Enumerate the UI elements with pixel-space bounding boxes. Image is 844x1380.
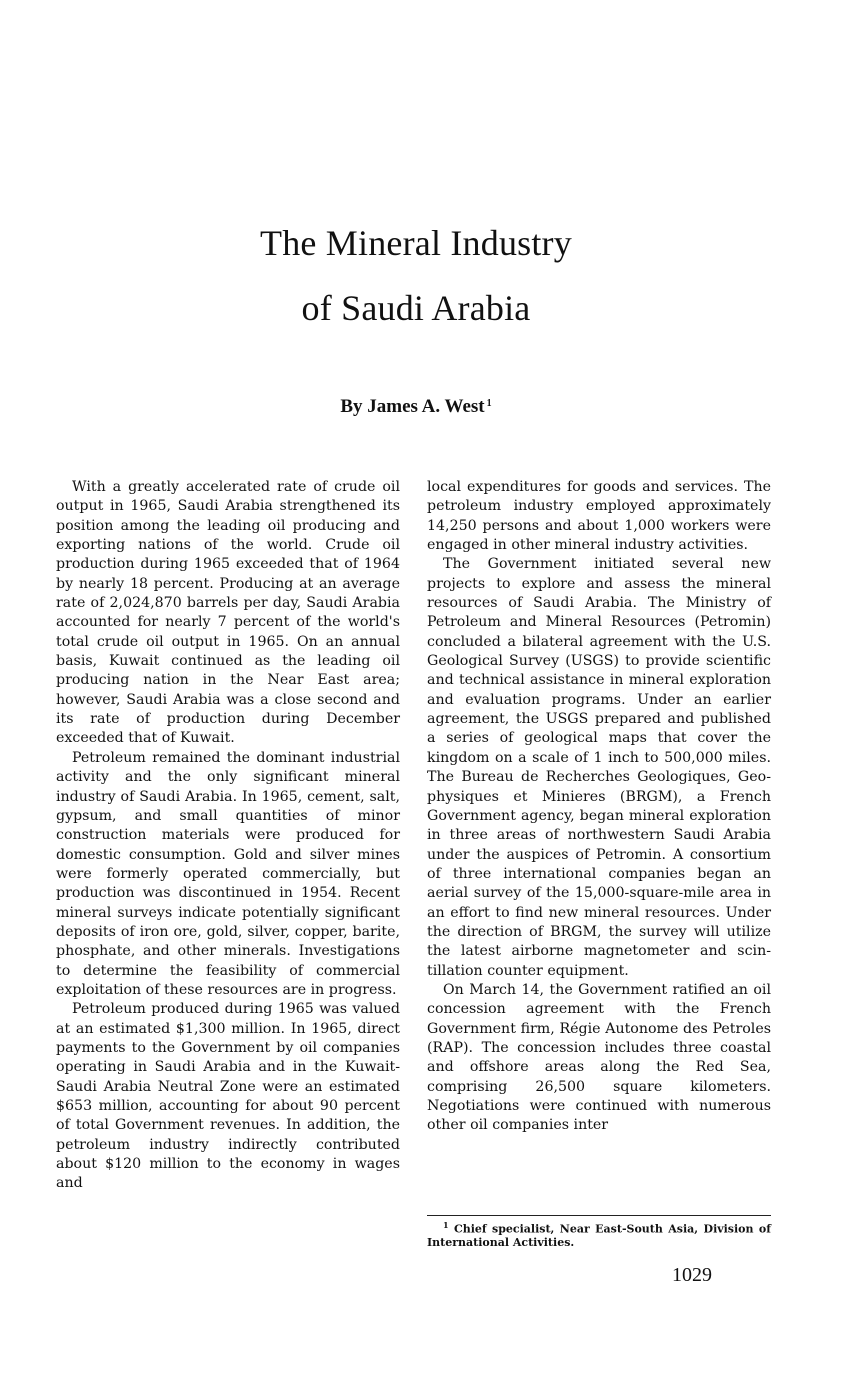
left-column: [56, 478, 400, 1194]
paragraph: Petroleum remained the dominant industrial activity and the only significant mineral industry of Saudi Arabia. In 1965, cement, salt, gypsum, and small quantities of minor construction materials were produced for domestic consumption. Gold and silver mines were formerly operated commercially, but production was discontinued in 1954. Recent mineral surveys indicate potentially significant deposits of iron ore, gold, silver, copper, barite, phosphate, and other minerals. Investigations to determine the feasibility of commercial exploitation of these resources are in progress.: [56, 749, 400, 998]
paragraph: With a greatly accelerated rate of crude oil output in 1965, Saudi Arabia strengthened its position among the leading oil producing and exporting nations of the world. Crude oil production during 1965 exceeded that of 1964 by nearly 18 percent. Producing at an average rate of 2,024,870 barrels per day, Saudi Arabia accounted for nearly 7 percent of the world's total crude oil output in 1965. On an annual basis, Kuwait continued as the leading oil producing nation in the Near East area; however, Saudi Arabia was a close second and its rate of production during December exceeded that of Kuwait.: [56, 479, 400, 747]
title-line-1: The Mineral Industry: [260, 223, 572, 263]
byline: [0, 396, 832, 418]
page-number: 1029: [672, 1264, 712, 1286]
footnote-mark: 1: [443, 1220, 449, 1230]
right-column: [427, 478, 771, 1136]
byline-footnote-mark: 1: [486, 398, 492, 409]
paragraph: On March 14, the Government ratified an oil concession agreement with the French Government firm, Régie Autonome des Petroles (RAP). The concession includes three coastal and offshore areas along the Red Sea, comprising 26,500 square kilometers. Negotiations were continued with numerous other oil companies inter: [427, 981, 771, 1134]
footnote-text: Chief specialist, Near East-South Asia, Division of International Activities.: [427, 1222, 771, 1249]
paragraph-continuation: local expenditures for goods and services. The petroleum industry employed approximately 14,250 persons and about 1,000 workers were engaged in other mineral industry activities.: [427, 479, 771, 554]
author-name: By James A. West: [340, 396, 485, 417]
paragraph: The Government initiated several new projects to explore and assess the mineral resources of Saudi Arabia. The Ministry of Petroleum and Mineral Resources (Petromin) concluded a bilateral agreement with the U.S. Geological Survey (USGS) to provide scientific and technical assistance in mineral exploration and evaluation programs. Under an earlier agreement, the USGS prepared and published a series of geological maps that cover the kingdom on a scale of 1 inch to 500,000 miles. The Bureau de Recherches Geologiques, Geophysiques et Minieres (BRGM), a French Government agency, began mineral exploration in three areas of northwestern Saudi Arabia under the auspices of Petromin. A consortium of three international companies began an aerial survey of the 15,000-square-mile area in an effort to find new mineral resources. Under the direction of BRGM, the survey will utilize the latest airborne magnetometer and scintillation counter equipment.: [427, 556, 771, 979]
title-line-2: of Saudi Arabia: [301, 288, 531, 328]
paragraph: Petroleum produced during 1965 was valued at an estimated $1,300 million. In 1965, direct payments to the Government by oil companies operating in Saudi Arabia and in the Kuwait-Saudi Arabia Neutral Zone were an estimated $653 million, accounting for about 90 percent of total Government revenues. In addition, the petroleum industry indirectly contributed about $120 million to the economy in wages and: [56, 1001, 400, 1192]
footnote: [427, 1215, 771, 1249]
